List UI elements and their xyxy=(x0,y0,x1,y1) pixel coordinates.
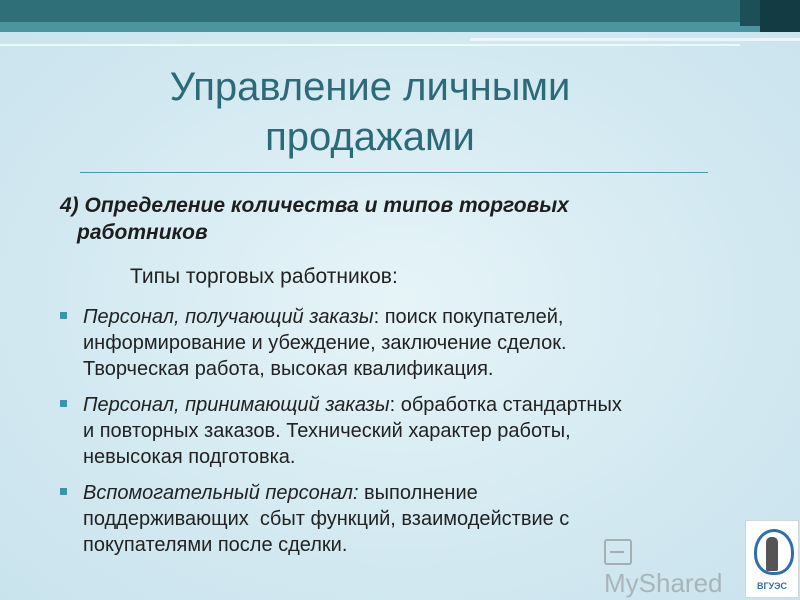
title-divider xyxy=(80,172,708,173)
top-band-light xyxy=(0,22,800,32)
bullet-marker-icon xyxy=(60,312,67,319)
presentation-icon xyxy=(604,539,632,565)
bullet-text: информирование и убеждение, заключение сделок. xyxy=(83,332,567,354)
section-heading xyxy=(60,192,740,246)
bullet-text: Творческая работа, высокая квалификация. xyxy=(83,358,494,380)
heading-line-1: 4) Определение количества и типов торговых xyxy=(60,194,569,217)
bullet-text: поддерживающих сбыт функций, взаимодействие с xyxy=(83,508,570,530)
bullet-item xyxy=(60,392,750,470)
bullet-term: Персонал, получающий заказы xyxy=(83,306,374,328)
title-line-1: Управление личными xyxy=(169,65,571,109)
university-logo xyxy=(745,520,799,598)
subheading: Типы торговых работников: xyxy=(130,265,398,288)
bullet-marker-icon xyxy=(60,488,67,495)
watermark xyxy=(604,538,754,598)
logo-figure-icon xyxy=(766,537,778,571)
title-line-2: продажами xyxy=(265,115,475,159)
heading-line-2: работников xyxy=(77,221,208,244)
slide-title xyxy=(60,62,680,162)
bullet-item xyxy=(60,304,750,382)
bullet-text: : обработка стандартных xyxy=(389,394,622,416)
decorative-line xyxy=(0,44,740,46)
top-corner-block xyxy=(760,0,800,32)
logo-label: ВГУЭС xyxy=(757,581,787,591)
watermark-text: MyShared xyxy=(604,568,723,598)
bullet-text: : поиск покупателей, xyxy=(373,306,564,328)
decorative-line xyxy=(470,38,800,41)
bullet-term: Персонал, принимающий заказы xyxy=(83,394,390,416)
bullet-text: и повторных заказов. Технический характер работы, xyxy=(83,420,571,442)
bullet-text: выполнение xyxy=(358,482,478,504)
bullet-list xyxy=(60,304,750,568)
top-band-dark xyxy=(0,0,800,22)
bullet-term: Вспомогательный персонал: xyxy=(83,482,359,504)
bullet-marker-icon xyxy=(60,400,67,407)
bullet-text: невысокая подготовка. xyxy=(83,446,296,468)
bullet-text: покупателями после сделки. xyxy=(83,534,348,556)
top-decorative-bar xyxy=(0,0,800,32)
top-corner-accent xyxy=(740,0,760,26)
